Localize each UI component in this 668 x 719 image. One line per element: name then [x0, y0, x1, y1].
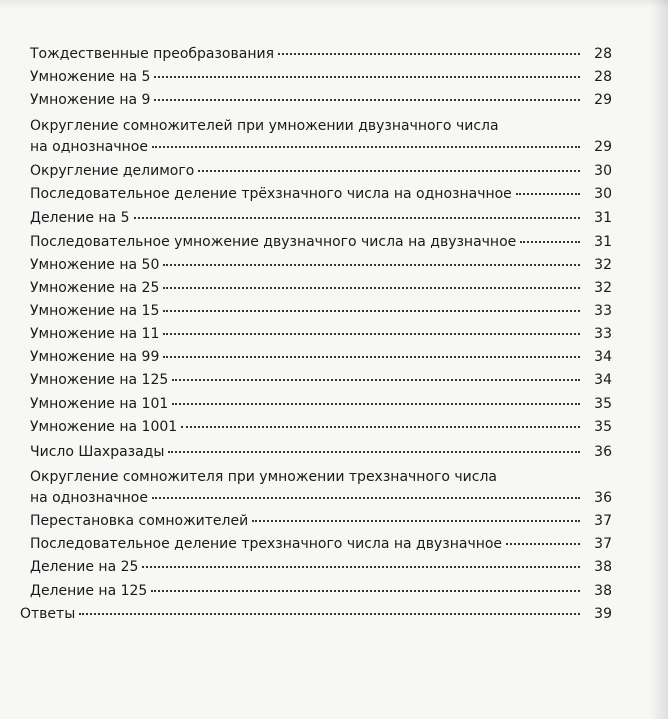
- dot-leader: [154, 76, 580, 78]
- toc-entry-page: 29: [594, 139, 612, 155]
- toc-entry-page: 28: [594, 69, 612, 85]
- dot-leader: [198, 170, 580, 172]
- toc-entry[interactable]: [30, 534, 612, 555]
- dot-leader: [151, 590, 580, 592]
- toc-entry[interactable]: [30, 90, 612, 111]
- toc-entry-title: Умножение на 125: [30, 372, 169, 388]
- toc-entry[interactable]: [30, 116, 612, 158]
- toc-entry-title: Умножение на 101: [30, 396, 169, 412]
- dot-leader: [172, 403, 580, 405]
- dot-leader: [163, 356, 580, 358]
- toc-entry-title: Число Шахразады: [30, 444, 165, 460]
- toc-entry-page: 33: [594, 326, 612, 342]
- toc-entry[interactable]: [30, 67, 612, 88]
- dot-leader: [520, 241, 580, 243]
- dot-leader: [168, 451, 580, 453]
- toc-entry-title: Последовательное деление трёхзначного числа на однозначное: [30, 186, 512, 202]
- toc-entry[interactable]: [30, 44, 612, 65]
- toc-entry-page: 33: [594, 303, 612, 319]
- dot-leader: [506, 543, 580, 545]
- toc-entry[interactable]: [30, 208, 612, 229]
- toc-entry-page: 38: [594, 559, 612, 575]
- toc-entry-page: 36: [594, 490, 612, 506]
- toc-entry-page: 28: [594, 46, 612, 62]
- toc-entry[interactable]: [30, 278, 612, 299]
- toc-entry-page: 30: [594, 186, 612, 202]
- toc-entry-page: 34: [594, 372, 612, 388]
- toc-entry-title-line2: на однозначное: [30, 490, 148, 506]
- toc-entry[interactable]: [30, 511, 612, 532]
- toc-entry[interactable]: [30, 442, 612, 463]
- toc-entry-title: Умножение на 25: [30, 280, 160, 296]
- dot-leader: [152, 146, 580, 148]
- toc-entry-page: 29: [594, 92, 612, 108]
- dot-leader: [154, 99, 580, 101]
- dot-leader: [181, 426, 580, 428]
- toc-entry-page: 38: [594, 583, 612, 599]
- toc-entry-title: Умножение на 9: [30, 92, 151, 108]
- toc-entry-page: 32: [594, 257, 612, 273]
- toc-entry-page: 37: [594, 513, 612, 529]
- toc-entry[interactable]: [30, 255, 612, 276]
- toc-entry[interactable]: [30, 581, 612, 602]
- dot-leader: [252, 520, 580, 522]
- page-edge-shadow: [650, 0, 668, 719]
- dot-leader: [163, 264, 580, 266]
- toc-entry-page: 31: [594, 210, 612, 226]
- toc-entry-title: Перестановка сомножителей: [30, 513, 249, 529]
- toc-entry-title: Умножение на 15: [30, 303, 160, 319]
- toc-entry-answers[interactable]: [20, 604, 612, 625]
- toc-entry-title: Округление делимого: [30, 163, 195, 179]
- toc-entry-page: 37: [594, 536, 612, 552]
- toc-entry[interactable]: [30, 301, 612, 322]
- toc-entry[interactable]: [30, 232, 612, 253]
- toc-entry[interactable]: [30, 370, 612, 391]
- toc-entry-title: Умножение на 99: [30, 349, 160, 365]
- toc-entry-page: 30: [594, 163, 612, 179]
- toc-entry-title: Деление на 25: [30, 559, 139, 575]
- dot-leader: [152, 497, 580, 499]
- toc-entry-page: 36: [594, 444, 612, 460]
- dot-leader: [134, 217, 580, 219]
- dot-leader: [79, 613, 580, 615]
- toc-entry-title: Умножение на 50: [30, 257, 160, 273]
- toc-entry-title: Тождественные преобразования: [30, 46, 274, 62]
- toc-entry-title: Ответы: [20, 606, 76, 622]
- dot-leader: [163, 310, 580, 312]
- toc-entry-page: 31: [594, 234, 612, 250]
- toc-entry-title: Последовательное деление трехзначного числа на двузначное: [30, 536, 503, 552]
- toc-entry[interactable]: [30, 324, 612, 345]
- dot-leader: [172, 379, 580, 381]
- toc-entry-title: Умножение на 5: [30, 69, 151, 85]
- toc-entry-page: 35: [594, 419, 612, 435]
- dot-leader: [278, 53, 580, 55]
- dot-leader: [163, 287, 580, 289]
- toc-entry[interactable]: [30, 417, 612, 438]
- toc-entry[interactable]: [30, 161, 612, 182]
- toc-entry-title: Умножение на 1001: [30, 419, 178, 435]
- toc-entry-page: 34: [594, 349, 612, 365]
- toc-entry[interactable]: [30, 557, 612, 578]
- dot-leader: [163, 333, 580, 335]
- toc-entry[interactable]: [30, 394, 612, 415]
- toc-entry-page: 35: [594, 396, 612, 412]
- toc-entry[interactable]: [30, 347, 612, 368]
- toc-entry-title: Умножение на 11: [30, 326, 160, 342]
- dot-leader: [516, 193, 580, 195]
- toc-entry-title-line1: Округление сомножителя при умножении трехзначного числа: [30, 469, 497, 485]
- dot-leader: [142, 566, 580, 568]
- toc-entry-title-line1: Округление сомножителей при умножении двузначного числа: [30, 118, 499, 134]
- toc-entry-page: 32: [594, 280, 612, 296]
- toc-entry-title: Деление на 5: [30, 210, 130, 226]
- page-top-shadow: [0, 0, 668, 8]
- toc-entry-title: Последовательное умножение двузначного числа на двузначное: [30, 234, 517, 250]
- toc-entry-title-line2: на однозначное: [30, 139, 148, 155]
- toc-entry-title: Деление на 125: [30, 583, 148, 599]
- toc-entry[interactable]: [30, 467, 612, 509]
- toc-entry-page: 39: [594, 606, 612, 622]
- toc-entry[interactable]: [30, 184, 612, 205]
